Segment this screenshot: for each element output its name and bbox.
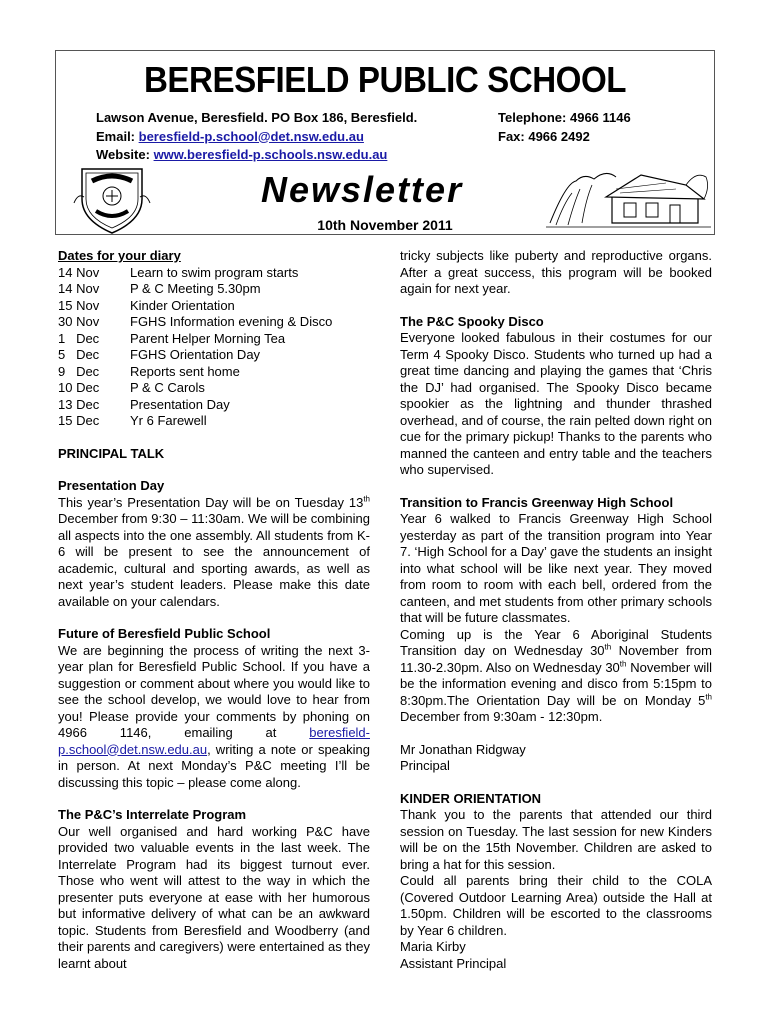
email-link[interactable]: beresfield-p.school@det.nsw.edu.au <box>58 725 370 757</box>
interrelate-continued-text: tricky subjects like puberty and reproductive organs. After a great success, this program will be booked again for next year. <box>400 248 712 296</box>
principal-talk-heading: PRINCIPAL TALK <box>58 445 165 461</box>
principal-signoff-name: Mr Jonathan Ridgway <box>400 741 526 757</box>
issue-date: 10th November 2011 <box>317 217 453 233</box>
transition-text-2: Coming up is the Year 6 Aboriginal Students Transition day on Wednesday 30th November from 11.30-2.30pm. Also on Wednesday 30th November will be the information evening and disco from 5:15pm to 8:30pm.The Orientation Day will be on Monday 5th December from 9:30am - 12:30pm. <box>400 626 712 724</box>
diary-row: 5 Dec FGHS Orientation Day <box>58 347 261 362</box>
contact-left <box>96 109 417 165</box>
right-column <box>400 248 712 972</box>
newsletter-title: Newsletter <box>261 169 464 210</box>
assistant-principal-name: Maria Kirby <box>400 939 466 954</box>
spacer <box>400 775 712 791</box>
interrelate-heading: The P&C’s Interrelate Program <box>58 807 247 822</box>
presentation-text: This year’s Presentation Day will be on Tuesday 13th December from 9:30 – 11:30am. We will be combining all aspects into the one assembly. All students from K-6 will be present to see the announcement of academic, cultural and sporting awards, as well as next year’s student leaders. Please make this date available on your calendars. <box>58 494 370 609</box>
future-text: We are beginning the process of writing the next 3-year plan for Beresfield Public School. If you have a suggestion or comment about where you would like to see the school develop, we would love to hear from you! Please provide your comments by phoning on 4966 1146, emailing at beresfield-p.school@det.nsw.edu.au, writing a note or speaking in person. At next Monday’s P&C meeting I’ll be discussing this topic – please come along. <box>58 642 370 790</box>
website-line: Website: www.beresfield-p.schools.nsw.edu.au <box>96 147 388 162</box>
diary-heading: Dates for your diary <box>58 248 181 263</box>
diary-row: 14 Nov P & C Meeting 5.30pm <box>58 281 261 296</box>
spacer <box>400 726 712 742</box>
diary-row: 15 Dec Yr 6 Farewell <box>58 413 207 428</box>
transition-heading: Transition to Francis Greenway High School <box>400 494 674 510</box>
website-link[interactable]: www.beresfield-p.schools.nsw.edu.au <box>153 147 388 162</box>
contact-right <box>498 109 631 146</box>
spooky-disco-text: Everyone looked fabulous in their costumes for our Term 4 Spooky Disco. Students who turned up had a great time dancing and playing the games that ‘Chris the DJ’ had organised. The Spooky Disco became spookier as the lightning and thunder thrashed overhead, and of course, the rain pelted down right on cue for the primary pickup! Thanks to the parents who manned the canteen and entry table and the teachers who supervised. <box>400 330 712 477</box>
assistant-principal-role: Assistant Principal <box>400 955 507 971</box>
telephone: Telephone: 4966 1146 <box>498 110 631 125</box>
spacer <box>58 462 370 478</box>
spacer <box>58 430 370 446</box>
diary-row: 10 Dec P & C Carols <box>58 380 205 395</box>
diary-row: 13 Dec Presentation Day <box>58 396 230 412</box>
diary-row: 9 Dec Reports sent home <box>58 363 240 379</box>
transition-text: Year 6 walked to Francis Greenway High School yesterday as part of the transition program into Year 7. ‘High School for a Day’ gave the students an insight into what school will be like next year. They moved from room to room with each bell, ordered from the canteen, and met students from other primary schools that will be future classmates. <box>400 511 712 625</box>
diary-row: 15 Nov Kinder Orientation <box>58 297 235 313</box>
left-column <box>58 248 370 972</box>
address: Lawson Avenue, Beresfield. PO Box 186, Beresfield. <box>96 110 418 125</box>
fax: Fax: 4966 2492 <box>498 128 590 144</box>
spacer <box>400 479 712 495</box>
school-name: BERESFIELD PUBLIC SCHOOL <box>143 59 627 100</box>
diary-list <box>58 265 370 430</box>
kinder-orientation-heading: KINDER ORIENTATION <box>400 790 542 806</box>
diary-row: 1 Dec Parent Helper Morning Tea <box>58 330 286 346</box>
future-heading: Future of Beresfield Public School <box>58 626 271 641</box>
kinder-text: Thank you to the parents that attended our third session on Tuesday. The last session for new Kinders will be on the 15th November. Children are asked to bring a hat for this session. <box>400 807 712 872</box>
email-line: Email: beresfield-p.school@det.nsw.edu.au <box>96 128 364 144</box>
interrelate-text: Our well organised and hard working P&C have provided two valuable events in the last week. The Interrelate Program had its biggest turnout ever. Those who went will attest to the way in which the presenter puts everyone at ease with her humorous but informative delivery of what can be an awkward topic. Students from Beresfield and Woodberry (and their parents and caregivers) were entertained as they learnt about <box>58 823 370 971</box>
diary-row: 14 Nov Learn to swim program starts <box>58 264 299 280</box>
spacer <box>58 610 370 626</box>
kinder-text-2: Could all parents bring their child to the COLA (Covered Outdoor Learning Area) outside the Hall at 1.50pm. Children will be escorted to the classrooms by Year 6 children. <box>400 873 712 938</box>
presentation-heading: Presentation Day <box>58 478 165 493</box>
spooky-disco-heading: The P&C Spooky Disco <box>400 313 544 329</box>
spacer <box>400 298 712 314</box>
principal-signoff-role: Principal <box>400 758 450 773</box>
email-link[interactable]: beresfield-p.school@det.nsw.edu.au <box>138 128 364 144</box>
diary-row: 30 Nov FGHS Information evening & Disco <box>58 314 333 329</box>
newsletter-header <box>55 50 715 235</box>
spacer <box>58 791 370 807</box>
